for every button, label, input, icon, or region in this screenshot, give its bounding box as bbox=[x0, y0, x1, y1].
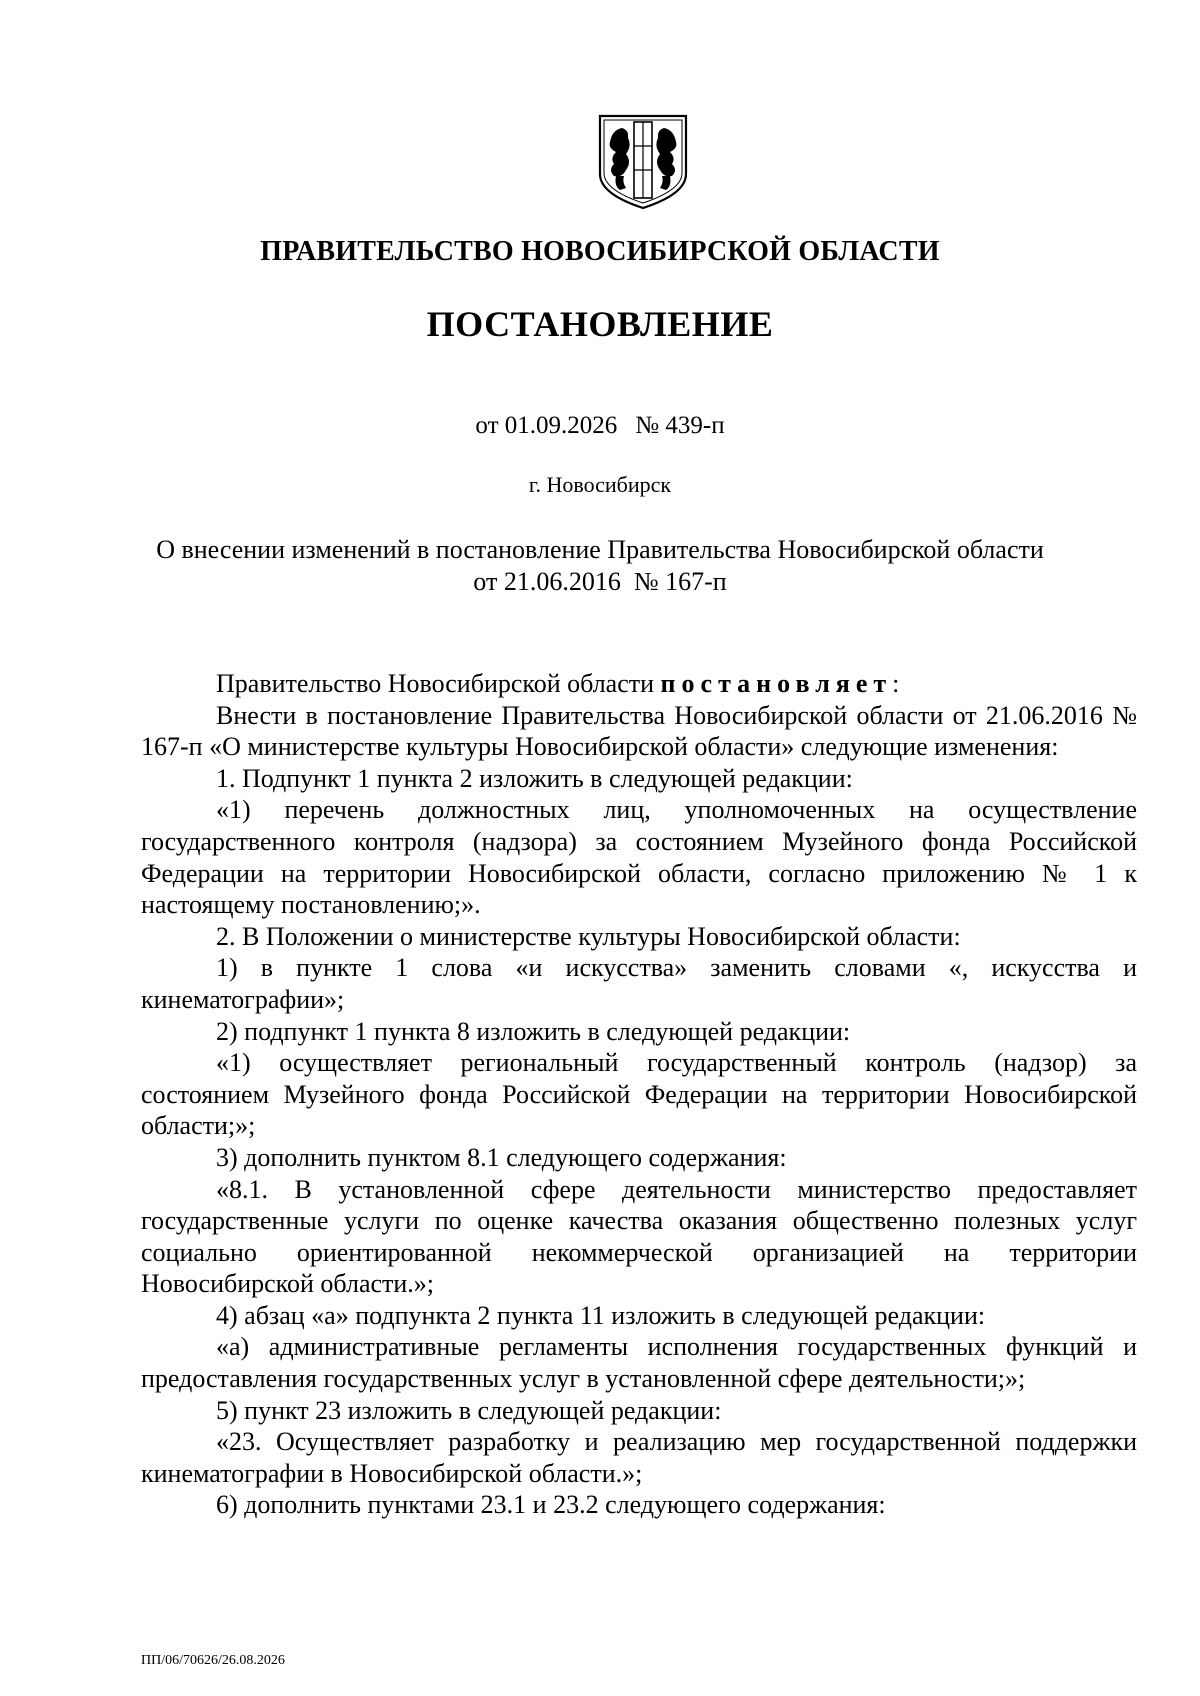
document-date-number bbox=[0, 412, 1200, 440]
document-city: г. Новосибирск bbox=[528, 472, 672, 497]
document-body bbox=[141, 668, 1137, 1521]
body-paragraph: Внести в постановление Правительства Новосибирской области от 21.06.2016 № 167-п «О министерстве культуры Новосибирской области» следующие изменения: bbox=[141, 700, 1137, 762]
document-number: № 439-п bbox=[635, 412, 725, 439]
body-paragraph: «а) административные регламенты исполнения государственных функций и предоставления государственных услуг в установленной сфере деятельности;»; bbox=[141, 1332, 1137, 1394]
body-paragraph: 2) подпункт 1 пункта 8 изложить в следующей редакции: bbox=[216, 1016, 851, 1046]
body-paragraph: «1) осуществляет региональный государственный контроль (надзор) за состоянием Музейного фонда Российской Федерации на территории Новосибирской области;»; bbox=[141, 1048, 1137, 1141]
body-paragraph: 3) дополнить пунктом 8.1 следующего содержания: bbox=[216, 1142, 787, 1172]
body-paragraph: «23. Осуществляет разработку и реализацию мер государственной поддержки кинематографии в Новосибирской области.»; bbox=[141, 1427, 1137, 1488]
subject-line-1: О внесении изменений в постановление Правительства Новосибирской области bbox=[156, 535, 1044, 564]
body-paragraph: 5) пункт 23 изложить в следующей редакции: bbox=[216, 1395, 722, 1425]
preamble-text: Правительство Новосибирской области bbox=[216, 669, 661, 698]
body-paragraph: «8.1. В установленной сфере деятельности министерство предоставляет государственные услуги по оценке качества оказания общественно полезных услуг социально ориентированной некоммерческой организацией на территории Новосибирской области.»; bbox=[141, 1174, 1137, 1299]
preamble bbox=[141, 668, 1137, 700]
preamble-end: : bbox=[892, 669, 900, 698]
preamble-verb: постановляет bbox=[660, 669, 893, 698]
document-subject bbox=[0, 534, 1200, 598]
document-type-title: ПОСТАНОВЛЕНИЕ bbox=[426, 304, 774, 344]
document-footer-code: ПП/06/70626/26.08.2026 bbox=[141, 1653, 285, 1668]
body-paragraph: 1) в пункте 1 слова «и искусства» заменить словами «, искусства и кинематографии»; bbox=[141, 953, 1137, 1014]
document-date: от 01.09.2026 bbox=[475, 412, 618, 439]
body-paragraph: 4) абзац «а» подпункта 2 пункта 11 изложить в следующей редакции: bbox=[216, 1300, 986, 1330]
body-paragraph: 1. Подпункт 1 пункта 2 изложить в следующей редакции: bbox=[216, 763, 853, 793]
body-paragraph: 6) дополнить пунктами 23.1 и 23.2 следующего содержания: bbox=[216, 1490, 886, 1520]
subject-line-2: от 21.06.2016 № 167-п bbox=[473, 567, 727, 596]
organization-title: ПРАВИТЕЛЬСТВО НОВОСИБИРСКОЙ ОБЛАСТИ bbox=[260, 236, 940, 267]
coat-of-arms-icon bbox=[596, 112, 690, 212]
body-paragraph: «1) перечень должностных лиц, уполномоченных на осуществление государственного контроля (надзора) за состоянием Музейного фонда Российской Федерации на территории Новосибирской области, согласно приложению № 1 к настоящему постановлению;». bbox=[141, 795, 1137, 920]
body-paragraph: 2. В Положении о министерстве культуры Новосибирской области: bbox=[216, 921, 961, 951]
